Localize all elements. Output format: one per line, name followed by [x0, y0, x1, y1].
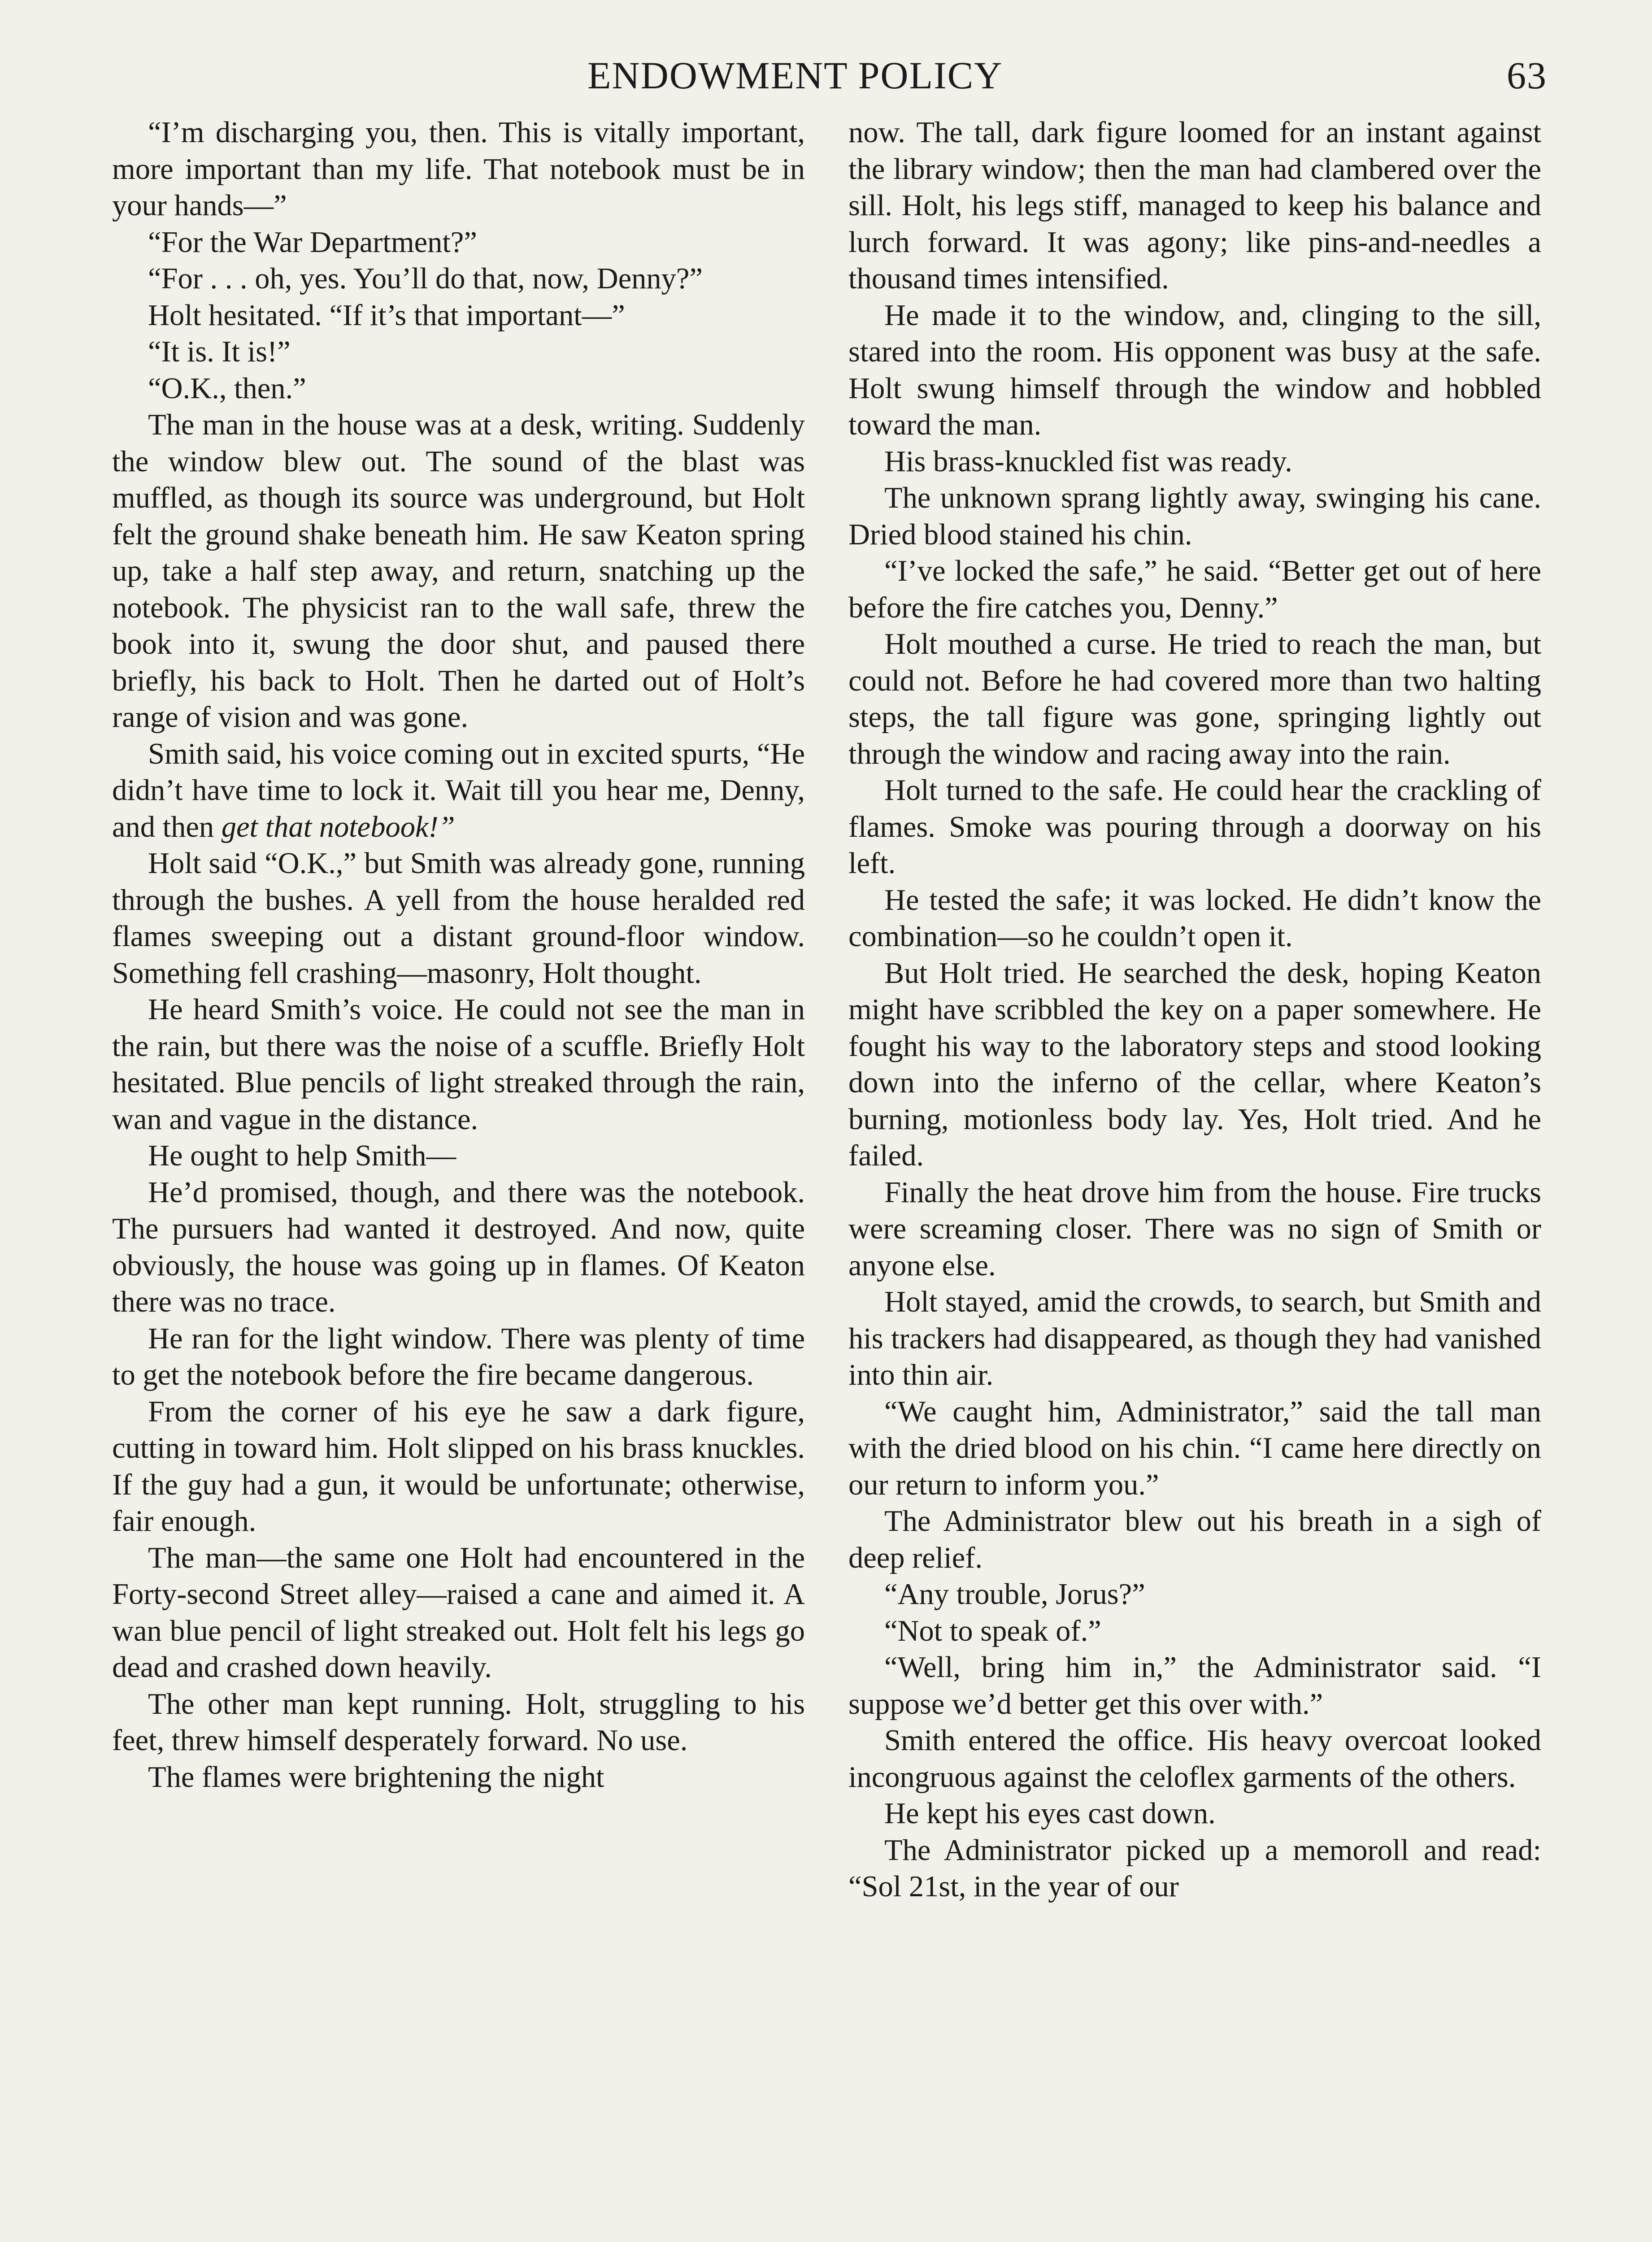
paragraph: “For . . . oh, yes. You’ll do that, now, Denny?”	[148, 262, 703, 295]
paragraph: Holt mouthed a curse. He tried to reach the man, but could not. Before he had covered more than two halting steps, the tall figure was gone, springing lightly out through the window and racing away into the rain.	[848, 628, 1541, 770]
paragraph: The man in the house was at a desk, writing. Suddenly the window blew out. The sound of the blast was muffled, as though its source was underground, but Holt felt the ground shake beneath him. He saw Keaton spring up, take a half step away, and return, snatching up the notebook. The physicist ran to the wall safe, threw the book into it, swung the door shut, and paused there briefly, his back to Holt. Then he darted out of Holt’s range of vision and was gone.	[112, 408, 805, 734]
paragraph: His brass-knuckled fist was ready.	[884, 445, 1292, 478]
paragraph: “We caught him, Administrator,” said the tall man with the dried blood on his chin. “I came here directly on our return to inform you.”	[848, 1395, 1541, 1501]
paragraph: “For the War Department?”	[148, 226, 477, 259]
paragraph: The other man kept running. Holt, struggling to his feet, threw himself desperately forward. No use.	[112, 1687, 805, 1757]
left-column	[112, 114, 805, 1795]
paragraph: He heard Smith’s voice. He could not see the man in the rain, but there was the noise of a scuffle. Briefly Holt hesitated. Blue pencils of light streaked through the rain, wan and vague in the distance.	[112, 993, 805, 1136]
paragraph: He made it to the window, and, clinging to the sill, stared into the room. His opponent was busy at the safe. Holt swung himself through the window and hobbled toward the man.	[848, 299, 1541, 441]
paragraph	[112, 736, 805, 846]
paragraph: Holt said “O.K.,” but Smith was already gone, running through the bushes. A yell from the house heralded red flames sweeping out a distant ground-floor window. Something fell crashing—masonry, Holt thought.	[112, 847, 805, 990]
paragraph: He ran for the light window. There was plenty of time to get the notebook before the fire became dangerous.	[112, 1322, 805, 1391]
page-number: 63	[1507, 54, 1547, 97]
paragraph: “Well, bring him in,” the Administrator said. “I suppose we’d better get this over with.”	[848, 1651, 1541, 1721]
paragraph: He ought to help Smith—	[148, 1139, 456, 1172]
paragraph: But Holt tried. He searched the desk, hoping Keaton might have scribbled the key on a paper somewhere. He fought his way to the laboratory steps and stood looking down into the inferno of the cellar, where Keaton’s burning, motionless body lay. Yes, Holt tried. And he failed.	[848, 956, 1541, 1172]
paragraph: The unknown sprang lightly away, swinging his cane. Dried blood stained his chin.	[848, 482, 1541, 551]
running-header	[587, 53, 1547, 102]
paragraph: “I’m discharging you, then. This is vitally important, more important than my life. That notebook must be in your hands—”	[112, 116, 805, 222]
paragraph: “Any trouble, Jorus?”	[884, 1578, 1145, 1611]
paragraph: The Administrator picked up a memoroll and read: “Sol 21st, in the year of our	[848, 1834, 1541, 1903]
paragraph: “Not to speak of.”	[884, 1614, 1101, 1647]
chapter-title: ENDOWMENT POLICY	[587, 54, 1003, 97]
emphasized-text: get that notebook!”	[221, 810, 455, 843]
paragraph: Holt stayed, amid the crowds, to search, but Smith and his trackers had disappeared, as though they had vanished into thin air.	[848, 1286, 1541, 1391]
paragraph: Holt hesitated. “If it’s that important—”	[148, 299, 625, 332]
paragraph: now. The tall, dark figure loomed for an instant against the library window; then the man had clambered over the sill. Holt, his legs stiff, managed to keep his balance and lurch forward. It was agony; like pins-and-needles a thousand times intensified.	[848, 116, 1541, 295]
paragraph: He kept his eyes cast down.	[884, 1797, 1216, 1830]
paragraph: The flames were brightening the night	[148, 1760, 604, 1794]
paragraph: He tested the safe; it was locked. He didn’t know the combination—so he couldn’t open it.	[848, 883, 1541, 953]
paragraph: The man—the same one Holt had encountered in the Forty-second Street alley—raised a cane and aimed it. A wan blue pencil of light streaked out. Holt felt his legs go dead and crashed down heavily.	[112, 1541, 805, 1684]
paragraph-text: Smith said, his voice coming out in excited spurts, “He didn’t have time to lock it. Wait till you hear me, Denny, and then	[112, 737, 805, 843]
paragraph: Holt turned to the safe. He could hear the crackling of flames. Smoke was pouring through a doorway on his left.	[848, 774, 1541, 880]
paragraph: “O.K., then.”	[148, 372, 306, 405]
paragraph: Smith entered the office. His heavy overcoat looked incongruous against the celoflex garments of the others.	[848, 1724, 1541, 1794]
paragraph: Finally the heat drove him from the house. Fire trucks were screaming closer. There was no sign of Smith or anyone else.	[848, 1176, 1541, 1282]
paragraph: “It is. It is!”	[148, 335, 291, 368]
paragraph: “I’ve locked the safe,” he said. “Better get out of here before the fire catches you, Denny.”	[848, 555, 1541, 624]
paragraph: The Administrator blew out his breath in a sigh of deep relief.	[848, 1505, 1541, 1574]
right-column	[848, 114, 1541, 1905]
paragraph: From the corner of his eye he saw a dark figure, cutting in toward him. Holt slipped on his brass knuckles. If the guy had a gun, it would be unfortunate; otherwise, fair enough.	[112, 1395, 805, 1538]
paragraph: He’d promised, though, and there was the notebook. The pursuers had wanted it destroyed. And now, quite obviously, the house was going up in flames. Of Keaton there was no trace.	[112, 1176, 805, 1318]
